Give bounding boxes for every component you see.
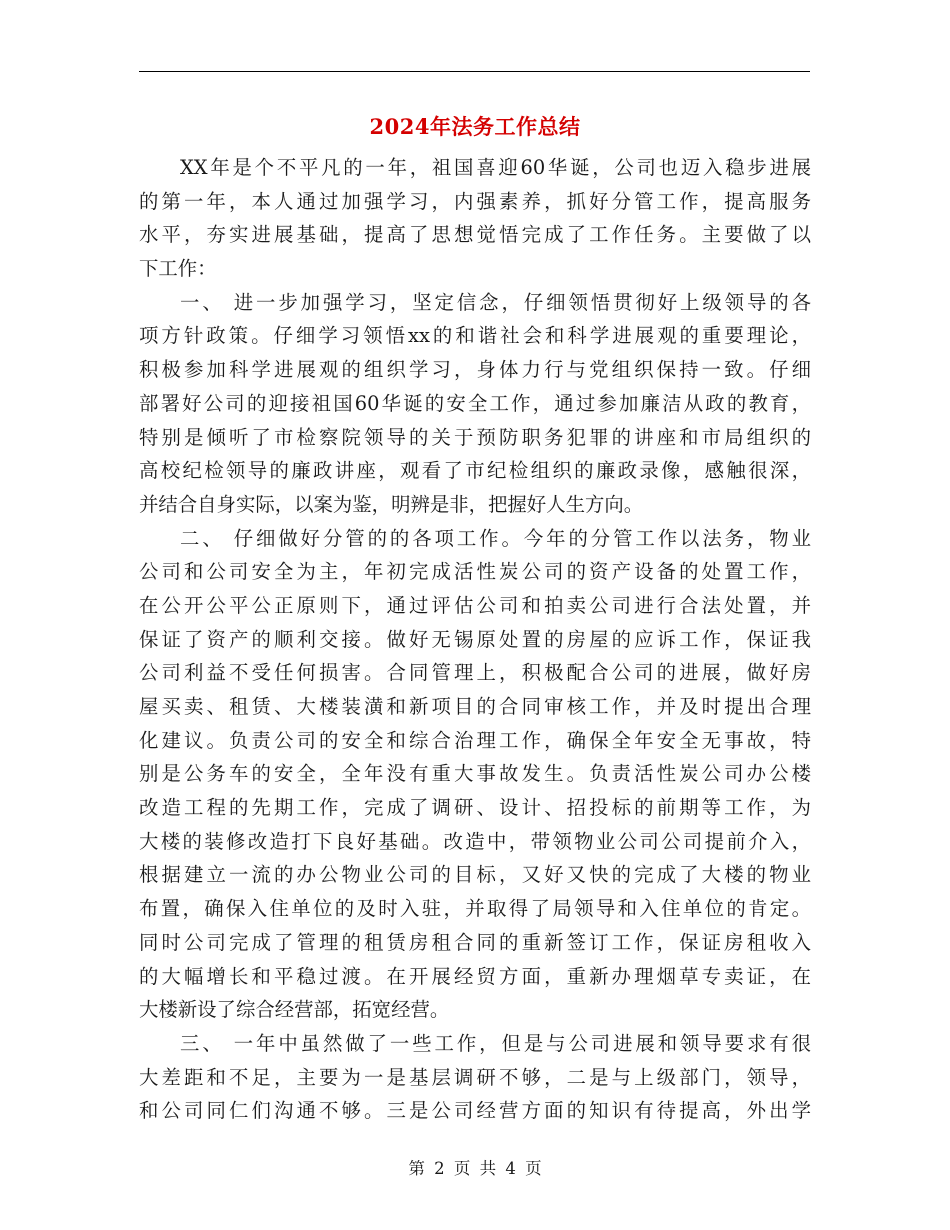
text-line: 三、 一年中虽然做了一些工作，但是与公司进展和领导要求有很 (180, 1031, 811, 1055)
text-line: 水平，夯实进展基础，提高了思想觉悟完成了工作任务。主要做了以 (139, 223, 811, 247)
text-line: 积极参加科学进展观的组织学习，身体力行与党组织保持一致。仔细 (139, 358, 811, 382)
text-line: 同时公司完成了管理的租赁房租合同的重新签订工作，保证房租收入 (139, 930, 811, 954)
text-line: 和公司同仁们沟通不够。三是公司经营方面的知识有待提高，外出学 (139, 1099, 811, 1123)
text-line: 特别是倾听了市检察院领导的关于预防职务犯罪的讲座和市局组织的 (139, 425, 811, 449)
document-title: 2024年法务工作总结 (369, 114, 581, 139)
text-line: 化建议。负责公司的安全和综合治理工作，确保全年安全无事故，特 (139, 728, 811, 752)
text-line: 的大幅增长和平稳过渡。在开展经贸方面，重新办理烟草专卖证，在 (139, 964, 811, 988)
text-line: 改造工程的先期工作，完成了调研、设计、招投标的前期等工作，为 (139, 796, 811, 820)
page-number: 第 2 页 共 4 页 (408, 1159, 542, 1178)
text-line: 屋买卖、租赁、大楼装潢和新项目的合同审核工作，并及时提出合理 (139, 695, 811, 718)
text-line: 下工作： (139, 257, 217, 281)
document-body (139, 151, 811, 1128)
text-line: 在公开公平公正原则下，通过评估公司和拍卖公司进行合法处置，并 (139, 593, 811, 617)
text-line: 根据建立一流的办公物业公司的目标，又好又快的完成了大楼的物业 (139, 863, 811, 887)
text-line: 并结合自身实际，以案为鉴，明辨是非，把握好人生方向。 (139, 492, 644, 516)
text-line: 保证了资产的顺利交接。做好无锡原处置的房屋的应诉工作，保证我 (139, 627, 811, 651)
text-line: 高校纪检领导的廉政讲座，观看了市纪检组织的廉政录像，感触很深， (139, 459, 811, 483)
text-line: 大楼新设了综合经营部，拓宽经营。 (139, 998, 450, 1022)
text-line: 别是公务车的安全，全年没有重大事故发生。负责活性炭公司办公楼 (139, 762, 811, 786)
text-line: 大楼的装修改造打下良好基础。改造中，带领物业公司公司提前介入， (139, 829, 811, 853)
text-line: 项方针政策。仔细学习领悟xx的和谐社会和科学进展观的重要理论， (139, 324, 811, 348)
text-line: 的第一年，本人通过加强学习，内强素养，抓好分管工作，提高服务 (139, 189, 811, 213)
text-line: 二、 仔细做好分管的的各项工作。今年的分管工作以法务，物业 (180, 526, 811, 550)
text-line: 公司利益不受任何损害。合同管理上，积极配合公司的进展，做好房 (139, 661, 811, 685)
text-line: 布置，确保入住单位的及时入驻，并取得了局领导和入住单位的肯定。 (139, 897, 811, 921)
text-line: 一、 进一步加强学习，坚定信念，仔细领悟贯彻好上级领导的各 (180, 290, 811, 314)
text-line: XX年是个不平凡的一年，祖国喜迎60华诞，公司也迈入稳步进展 (180, 156, 811, 179)
header-rule (139, 71, 810, 72)
text-line: 公司和公司安全为主，年初完成活性炭公司的资产设备的处置工作， (139, 560, 811, 584)
text-line: 大差距和不足，主要为一是基层调研不够，二是与上级部门，领导， (139, 1065, 811, 1089)
text-line: 部署好公司的迎接祖国60华诞的安全工作，通过参加廉洁从政的教育， (139, 391, 811, 415)
